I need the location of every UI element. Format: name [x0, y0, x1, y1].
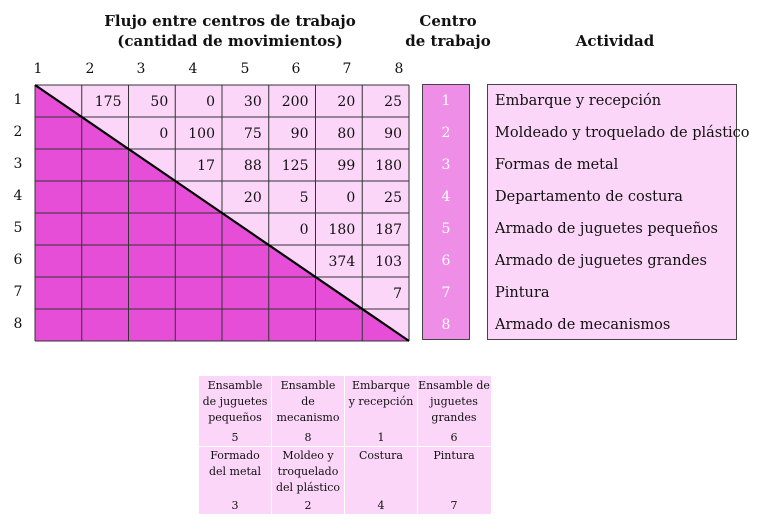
flow-header	[100, 11, 360, 51]
matrix-cell-value: 30	[243, 94, 262, 110]
layout-cell-text: juguetes	[430, 395, 478, 408]
layout-cell-text: pequeños	[208, 411, 262, 424]
row-number: 1	[13, 92, 23, 108]
row-number: 5	[13, 220, 23, 236]
row-number: 7	[13, 284, 23, 300]
matrix-cell-value: 80	[337, 126, 356, 142]
layout-cell-top-1	[199, 378, 271, 426]
matrix-cell-value: 0	[159, 126, 169, 142]
activity-list	[487, 84, 750, 340]
layout-divider	[199, 446, 491, 447]
matrix-cell-value: 125	[281, 158, 309, 174]
layout-cell-number: 1	[377, 431, 385, 444]
center-header-line1: Centro	[419, 12, 477, 30]
row-number: 3	[13, 156, 23, 172]
layout-cell-top-2	[272, 378, 344, 426]
layout-cell-number: 4	[377, 499, 385, 512]
layout-cell-text: grandes	[431, 411, 477, 424]
layout-cell-number: 7	[450, 499, 458, 512]
activity-item: Pintura	[495, 285, 550, 301]
flow-header-line1: Flujo entre centros de trabajo	[104, 12, 356, 30]
layout-cell-text: de juguetes	[202, 395, 268, 408]
work-center-number: 7	[441, 285, 451, 301]
center-header-line2: de trabajo	[405, 32, 491, 50]
layout-cell-text: Pintura	[433, 449, 475, 462]
matrix-cell-value: 25	[384, 190, 402, 206]
matrix-cell-value: 50	[150, 94, 169, 110]
flow-header-line2: (cantidad de movimientos)	[117, 32, 343, 50]
matrix-cell-value: 0	[346, 190, 356, 206]
layout-cell-text: Embarque	[352, 379, 410, 392]
activity-item: Armado de juguetes grandes	[495, 253, 707, 269]
work-center-column	[422, 84, 470, 340]
work-center-number: 5	[441, 221, 451, 237]
matrix-cell-value: 5	[299, 190, 309, 206]
row-number: 8	[13, 316, 23, 332]
layout-cell-text: Formado	[210, 449, 260, 462]
layout-cell-bottom-1	[199, 448, 271, 480]
column-number: 4	[188, 61, 198, 77]
layout-cell-number: 5	[231, 431, 239, 444]
work-center-number: 4	[441, 189, 451, 205]
layout-cell-top-4	[418, 378, 490, 426]
activity-item: Embarque y recepción	[495, 93, 662, 109]
column-number: 7	[342, 61, 352, 77]
layout-cell-text: Ensamble	[280, 379, 336, 392]
matrix-cell-value: 0	[206, 94, 215, 110]
layout-cell-text: mecanismo	[276, 411, 340, 424]
matrix-cell-value: 180	[328, 222, 356, 238]
column-number: 6	[291, 61, 301, 77]
work-center-number: 1	[441, 93, 451, 109]
layout-cell-number: 2	[304, 499, 312, 512]
matrix-cell-value: 88	[243, 158, 262, 174]
layout-cell-top-3	[345, 378, 417, 410]
matrix-cell-value: 99	[337, 158, 356, 174]
layout-cell-number: 3	[231, 499, 239, 512]
column-number: 8	[394, 61, 404, 77]
work-center-number: 3	[441, 157, 451, 173]
column-number: 5	[240, 61, 250, 77]
activity-header: Actividad	[575, 32, 655, 50]
activity-item: Armado de mecanismos	[495, 317, 671, 333]
layout-cell-number: 6	[450, 431, 458, 444]
column-number: 1	[33, 61, 43, 77]
layout-cell-number: 8	[304, 431, 312, 444]
layout-cell-bottom-3	[345, 448, 417, 464]
layout-cell-text: y recepción	[348, 395, 414, 408]
layout-cell-text: de	[301, 395, 315, 408]
row-number: 2	[13, 124, 23, 140]
matrix-cell-value: 187	[375, 222, 402, 238]
matrix-cell-value: 75	[243, 126, 262, 142]
matrix-cell-value: 374	[328, 254, 356, 270]
layout-cell-text: troquelado	[277, 465, 339, 478]
matrix-cell-value: 17	[197, 158, 215, 174]
center-header	[402, 11, 494, 51]
layout-cell-text: Costura	[358, 449, 403, 462]
layout-cell-text: Ensamble de	[418, 379, 490, 392]
matrix-cell-value: 90	[384, 126, 402, 142]
layout-cell-text: Ensamble	[207, 379, 263, 392]
flow-matrix	[34, 84, 410, 342]
layout-cell-bottom-4	[418, 448, 490, 464]
column-number: 2	[85, 61, 95, 77]
layout-cell-bottom-2	[272, 448, 344, 496]
matrix-cell-value: 103	[375, 254, 402, 270]
layout-grid	[198, 375, 492, 515]
row-number: 4	[13, 188, 23, 204]
matrix-cell-value: 20	[337, 94, 356, 110]
matrix-cell-value: 0	[299, 222, 309, 238]
activity-item: Moldeado y troquelado de plástico	[495, 125, 750, 141]
column-number: 3	[136, 61, 146, 77]
work-center-number: 2	[441, 125, 451, 141]
matrix-cell-value: 25	[384, 94, 402, 110]
matrix-cell-value: 100	[188, 126, 215, 142]
matrix-cell-value: 175	[94, 94, 122, 110]
layout-cell-text: Moldeo y	[282, 449, 334, 462]
work-center-number: 8	[441, 317, 451, 333]
activity-item: Formas de metal	[495, 157, 619, 173]
matrix-cell-value: 180	[375, 158, 402, 174]
layout-cell-text: del plástico	[275, 481, 341, 494]
work-center-number: 6	[441, 253, 451, 269]
activity-item: Departamento de costura	[495, 189, 683, 205]
layout-cell-text: del metal	[208, 465, 261, 478]
matrix-cell-value: 90	[290, 126, 309, 142]
matrix-cell-value: 7	[393, 286, 402, 302]
row-number: 6	[13, 252, 23, 268]
matrix-cell-value: 200	[281, 94, 309, 110]
matrix-cell-value: 20	[243, 190, 262, 206]
activity-item: Armado de juguetes pequeños	[495, 221, 718, 237]
